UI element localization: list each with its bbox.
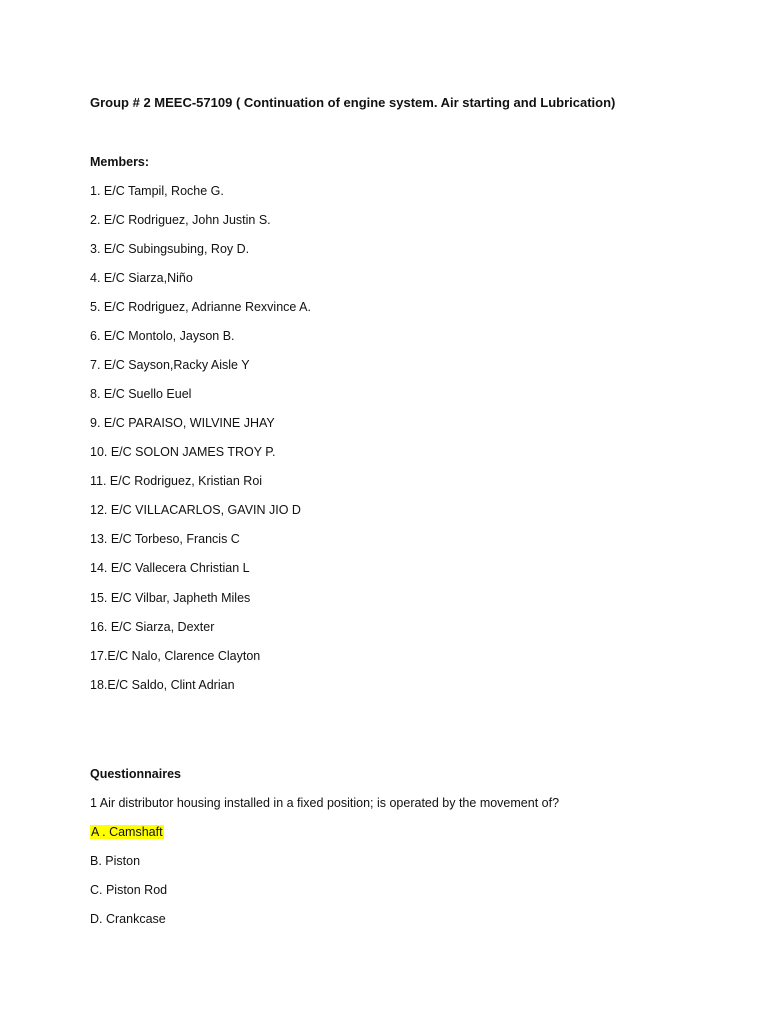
member-item: 3. E/C Subingsubing, Roy D. <box>90 242 250 256</box>
member-item: 8. E/C Suello Euel <box>90 387 192 401</box>
question-text: 1 Air distributor housing installed in a fixed position; is operated by the movement of? <box>90 796 560 810</box>
member-item: 13. E/C Torbeso, Francis C <box>90 532 240 546</box>
member-item: 11. E/C Rodriguez, Kristian Roi <box>90 474 263 488</box>
member-item: 12. E/C VILLACARLOS, GAVIN JIO D <box>90 503 301 517</box>
answer-option: D. Crankcase <box>90 912 166 926</box>
member-item: 2. E/C Rodriguez, John Justin S. <box>90 213 271 227</box>
member-item: 1. E/C Tampil, Roche G. <box>90 184 224 198</box>
highlighted-answer: A . Camshaft <box>91 825 163 839</box>
member-item: 6. E/C Montolo, Jayson B. <box>90 329 235 343</box>
answer-option <box>90 824 164 840</box>
questionnaires-heading: Questionnaires <box>90 767 181 781</box>
member-item: 16. E/C Siarza, Dexter <box>90 620 215 634</box>
member-item: 7. E/C Sayson,Racky Aisle Y <box>90 358 250 372</box>
members-heading: Members: <box>90 155 150 169</box>
document-title: Group # 2 MEEC-57109 ( Continuation of engine system. Air starting and Lubrication) <box>90 95 616 110</box>
member-item: 4. E/C Siarza,Niño <box>90 271 193 285</box>
member-item: 14. E/C Vallecera Christian L <box>90 561 250 575</box>
member-item: 17.E/C Nalo, Clarence Clayton <box>90 649 261 663</box>
member-item: 9. E/C PARAISO, WILVINE JHAY <box>90 416 275 430</box>
member-item: 10. E/C SOLON JAMES TROY P. <box>90 445 276 459</box>
answer-option: B. Piston <box>90 854 141 868</box>
member-item: 5. E/C Rodriguez, Adrianne Rexvince A. <box>90 300 311 314</box>
answer-option: C. Piston Rod <box>90 883 168 897</box>
member-item: 18.E/C Saldo, Clint Adrian <box>90 678 235 692</box>
member-item: 15. E/C Vilbar, Japheth Miles <box>90 591 251 605</box>
